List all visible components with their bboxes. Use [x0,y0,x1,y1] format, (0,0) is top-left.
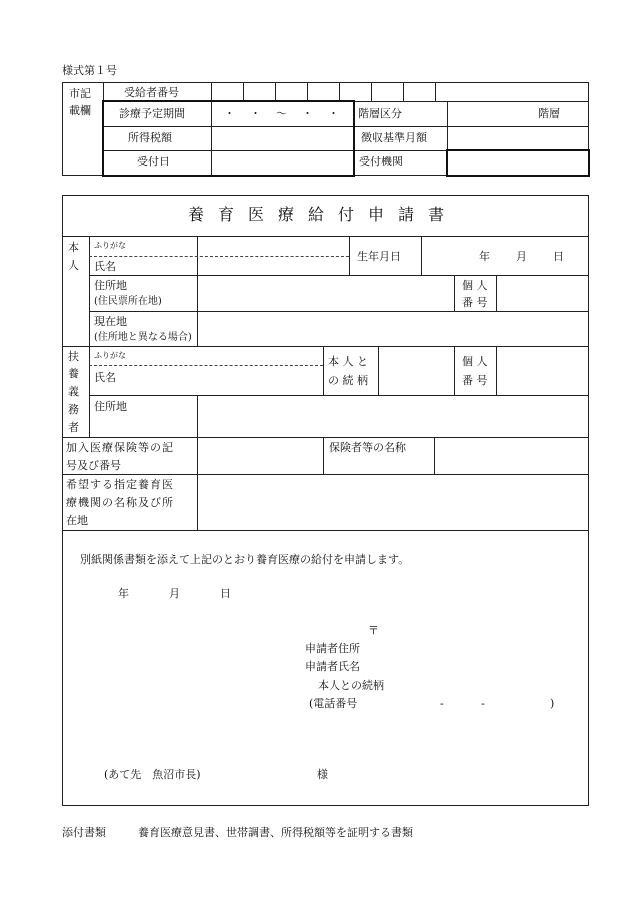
addressee-label: (あて先 魚沼市長) [104,768,201,781]
form-number-label: 様式第１号 [62,64,117,77]
guardian-furigana-label: ふりがな [94,351,126,360]
phone-separator-1: - [440,697,444,710]
child-side-2: 人 [68,259,79,272]
tier-unit-label: 階層 [538,107,560,120]
insurance-label-2: 号及び番号 [66,459,121,472]
child-id-label-1: 個 人 [462,279,488,292]
guardian-id-label-1: 個 人 [462,355,488,368]
guardian-id-label-2: 番 号 [462,374,488,387]
dob-day: 日 [553,250,564,263]
phone-label: (電話番号 [309,697,358,710]
relation-to-child-label: 本人との続柄 [318,679,384,692]
current-location-label: 現在地 [94,315,127,328]
attachments-items: 養育医療意見書、世帯調書、所得税額等を証明する書類 [138,826,413,839]
attachments-label: 添付書類 [62,826,106,839]
declaration-year: 年 [118,587,129,600]
guardian-side-4: 務 [68,403,79,416]
child-address-note: (住民票所在地) [94,296,162,307]
applicant-name-label: 申請者氏名 [305,660,360,673]
dob-label: 生年月日 [357,250,401,263]
hospital-label-3: 在地 [66,514,88,527]
child-side-1: 本 [68,241,79,254]
dob-month: 月 [516,250,527,263]
current-location-note: (住所地と異なる場合) [94,332,192,343]
declaration-month: 月 [169,587,180,600]
phone-close: ) [550,697,555,710]
guardian-side-1: 扶 [68,350,79,363]
guardian-address-label: 住所地 [94,400,127,413]
collection-month-label: 徴収基準月額 [361,131,427,144]
dob-year: 年 [479,250,490,263]
recipient-number-label: 受給者番号 [124,86,179,99]
received-by-label: 受付機関 [359,155,403,168]
hospital-label-2: 療機関の名称及び所 [66,496,174,509]
honorific-label: 様 [317,768,328,781]
treatment-period-label: 診療予定期間 [119,107,185,120]
child-furigana-label: ふりがな [94,241,126,250]
income-tax-label: 所得税額 [128,131,172,144]
declaration-day: 日 [220,587,231,600]
child-address-label: 住所地 [94,279,127,292]
guardian-side-2: 養 [68,367,79,380]
applicant-address-label: 申請者住所 [305,642,360,655]
received-date-label: 受付日 [137,155,170,168]
guardian-name-label: 氏名 [94,371,116,384]
child-name-label: 氏名 [94,260,116,273]
relation-label-2: の 続 柄 [328,374,368,387]
postal-mark: 〒 [368,624,379,637]
phone-separator-2: - [481,697,485,710]
declaration-statement: 別紙関係書類を添えて上記のとおり養育医療の給付を申請します。 [80,553,410,566]
tier-class-label: 階層区分 [358,107,402,120]
insurer-name-label: 保険者等の名称 [329,441,406,454]
insurance-label-1: 加入医療保険等の記 [66,441,174,454]
form-title: 養育医療給付申請書 [188,205,459,224]
office-side-label-2: 載欄 [69,104,91,117]
office-side-label-1: 市記 [69,87,91,100]
hospital-label-1: 希望する指定養育医 [66,478,174,491]
relation-label-1: 本 人 と [328,355,368,368]
guardian-side-5: 者 [68,421,79,434]
period-dots: ・ ・ ～ ・ ・ [224,107,341,120]
child-id-label-2: 番 号 [462,296,488,309]
guardian-side-3: 義 [68,385,79,398]
